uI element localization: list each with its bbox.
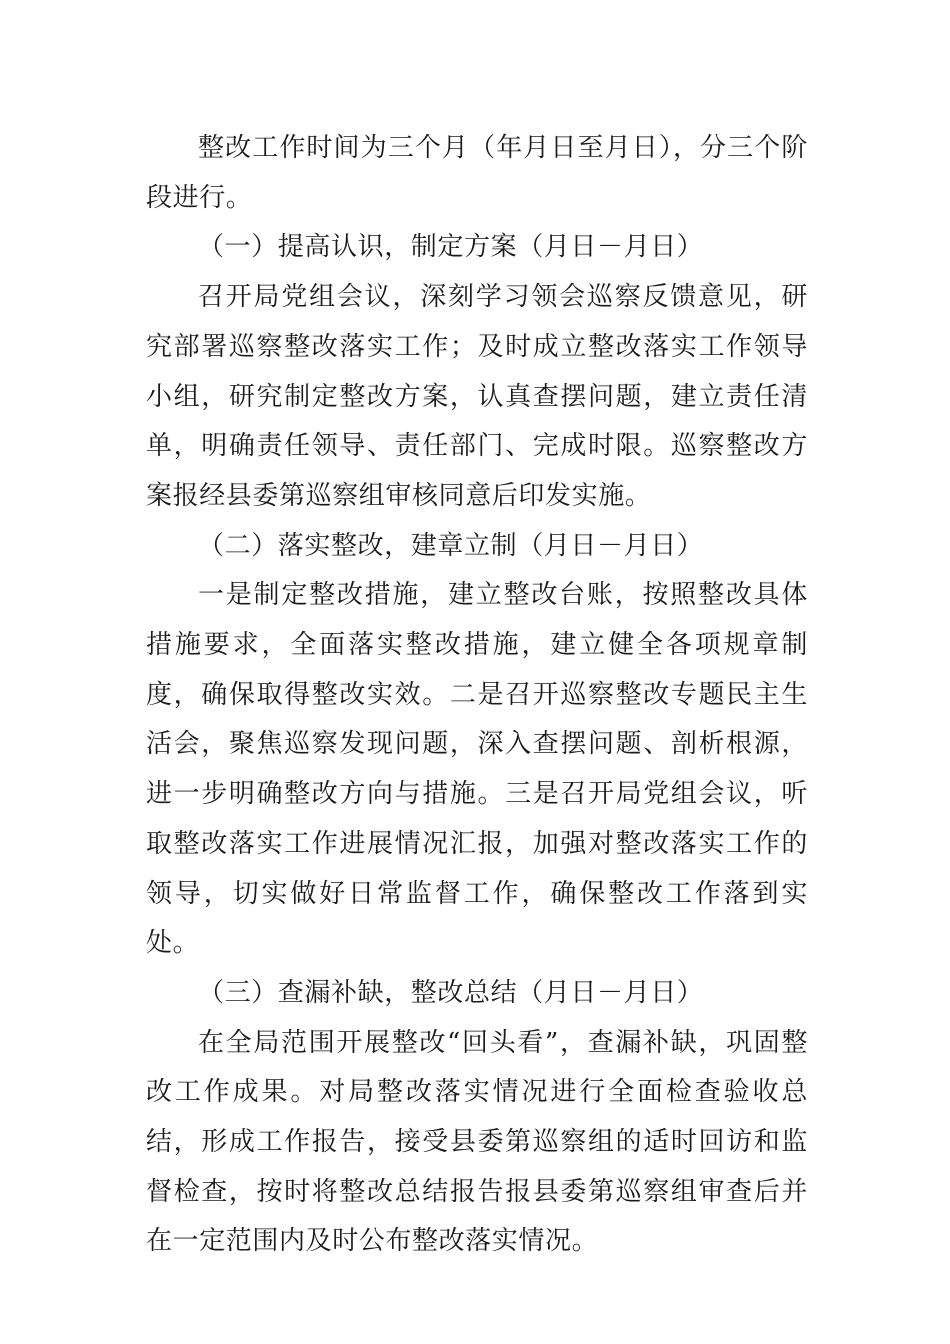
section-heading-1: （一）提高认识，制定方案（月日－月日） (198, 232, 704, 263)
paragraph-stage-3: 在全局范围开展整改“回头看”，查漏补缺，巩固整改工作成果。对局整改落实情况进行全面检查验收总结，形成工作报告，接受县委第巡察组的适时回访和监督检查，按时将整改总结报告报县委第巡察组审查后并在一定范围内及时公布整改落实情况。 (146, 1027, 808, 1257)
section-heading-3: （三）查漏补缺，整改总结（月日－月日） (198, 977, 704, 1008)
paragraph-stage-1: 召开局党组会议，深刻学习领会巡察反馈意见，研究部署巡察整改落实工作；及时成立整改落实工作领导小组，研究制定整改方案，认真查摆问题，建立责任清单，明确责任领导、责任部门、完成时限。巡察整改方案报经县委第巡察组审核同意后印发实施。 (146, 282, 808, 511)
paragraph-schedule: 整改工作时间为三个月（年月日至月日），分三个阶段进行。 (146, 133, 808, 213)
section-heading-2: （二）落实整改，建章立制（月日－月日） (198, 530, 704, 561)
document-body (146, 124, 808, 1267)
paragraph-stage-2: 一是制定整改措施，建立整改台账，按照整改具体措施要求，全面落实整改措施，建立健全各项规章制度，确保取得整改实效。二是召开巡察整改专题民主生活会，聚焦巡察发现问题，深入查摆问题、剖析根源，进一步明确整改方向与措施。三是召开局党组会议，听取整改落实工作进展情况汇报，加强对整改落实工作的领导，切实做好日常监督工作，确保整改工作落到实处。 (146, 580, 808, 959)
